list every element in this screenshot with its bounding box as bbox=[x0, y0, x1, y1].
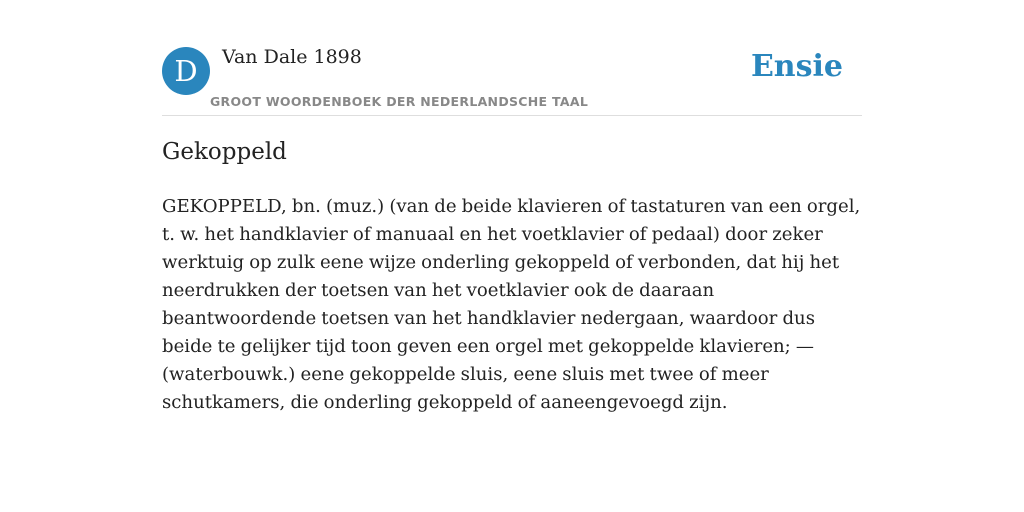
source-avatar[interactable]: D bbox=[162, 47, 210, 95]
source-title[interactable]: Van Dale 1898 bbox=[222, 46, 362, 68]
source-header bbox=[162, 45, 862, 116]
brand-logo[interactable]: Ensie bbox=[750, 49, 843, 84]
entry-definition: GEKOPPELD, bn. (muz.) (van de beide klavieren of tastaturen van een orgel, t. w. het handklavier of manuaal en het voetklavier of pedaal) door zeker werktuig op zulk eene wijze onderling gekoppeld of verbonden, dat hij het neerdrukken der toetsen van het voetklavier ook de daaraan beantwoordende toetsen van het handklavier nedergaan, waardoor dus beide te gelijker tijd toon geven een orgel met gekoppelde klavieren; — (waterbouwk.) eene gekoppelde sluis, eene sluis met twee of meer schutkamers, die onderling gekoppeld of aaneengevoegd zijn. bbox=[162, 196, 861, 413]
source-subtitle: GROOT WOORDENBOEK DER NEDERLANDSCHE TAAL bbox=[210, 94, 589, 109]
entry-headword: Gekoppeld bbox=[162, 139, 287, 165]
